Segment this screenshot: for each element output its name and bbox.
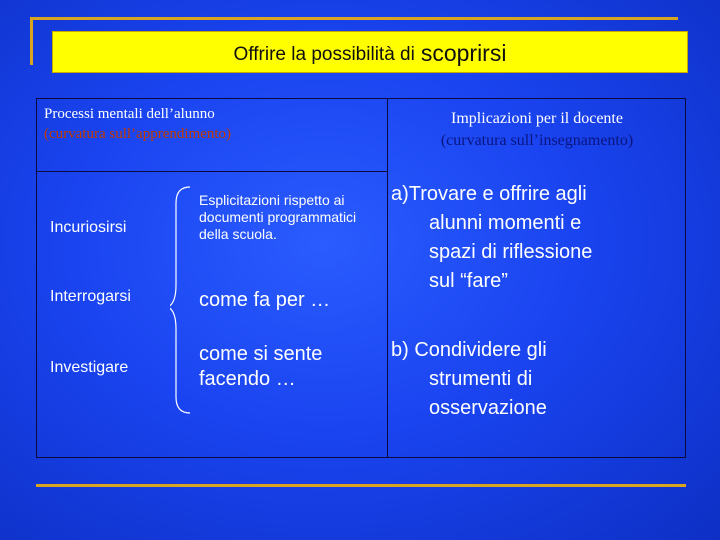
right-column-header bbox=[388, 108, 686, 152]
brace-icon bbox=[170, 185, 192, 415]
frame-top-line bbox=[30, 17, 678, 20]
description-documents: Esplicitazioni rispetto ai documenti programmatici della scuola. bbox=[199, 192, 357, 242]
implication-a-head: a)Trovare e offrire agli bbox=[391, 183, 587, 205]
implication-b bbox=[391, 336, 547, 423]
title-emphasis: scoprirsi bbox=[420, 39, 507, 66]
left-header-subtitle: (curvatura sull’apprendimento) bbox=[44, 126, 232, 142]
right-header-title: Implicazioni per il docente bbox=[451, 110, 623, 127]
implication-a bbox=[391, 180, 592, 296]
description-come-si-sente: come si sente facendo … bbox=[199, 343, 323, 390]
left-column-header bbox=[44, 104, 231, 144]
slide-title bbox=[52, 31, 688, 73]
implication-b-head: b) Condividere gli bbox=[391, 339, 547, 361]
implication-a-line: sul “fare” bbox=[429, 270, 508, 292]
implication-b-line: strumenti di bbox=[429, 368, 533, 390]
description-come-fa: come fa per … bbox=[199, 289, 331, 311]
table-header-divider bbox=[36, 171, 387, 172]
implication-a-line: spazi di riflessione bbox=[429, 241, 593, 263]
bottom-accent-line bbox=[36, 484, 686, 487]
verb-incuriosirsi: Incuriosirsi bbox=[50, 219, 127, 236]
implication-b-line: osservazione bbox=[429, 397, 547, 419]
verb-investigare: Investigare bbox=[50, 359, 129, 376]
frame-left-line bbox=[30, 17, 33, 65]
implication-a-line: alunni momenti e bbox=[429, 212, 582, 234]
title-prefix: Offrire la possibilità di bbox=[233, 44, 415, 65]
left-header-title: Processi mentali dell’alunno bbox=[44, 106, 215, 122]
table-column-divider bbox=[387, 98, 388, 458]
verb-interrogarsi: Interrogarsi bbox=[50, 288, 131, 305]
right-header-subtitle: (curvatura sull’insegnamento) bbox=[440, 132, 634, 149]
